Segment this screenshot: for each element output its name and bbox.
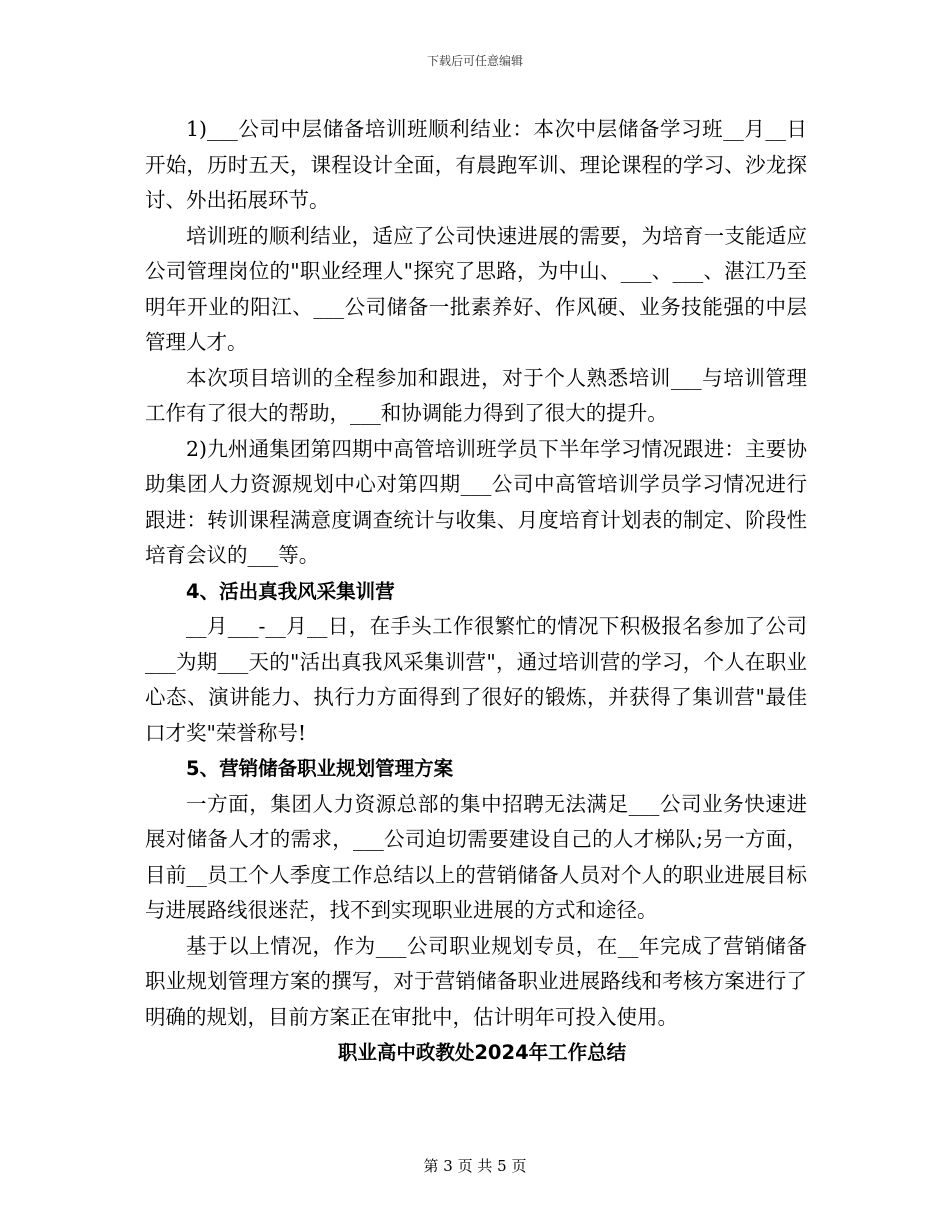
paragraph-personal-benefit: 本次项目培训的全程参加和跟进，对于个人熟悉培训___与培训管理工作有了很大的帮助，___和协调能力得到了很大的提升。 xyxy=(145,365,807,425)
page-number-footer: 第 3 页 共 5 页 xyxy=(423,1157,527,1175)
next-document-title: 职业高中政教处2024年工作总结 xyxy=(337,1041,627,1064)
paragraph-camp: __月___-__月__日，在手头工作很繁忙的情况下积极报名参加了公司___为期___天的"活出真我风采集训营"，通过培训营的学习，个人在职业心态、演讲能力、执行力方面得到了很好的锻炼，并获得了集训营"最佳口才奖"荣誉称号! xyxy=(145,614,807,745)
paragraph-group-followup: 2)九州通集团第四期中高管培训班学员下半年学习情况跟进：主要协助集团人力资源规划中心对第四期___公司中高管培训学员学习情况进行跟进：转训课程满意度调查统计与收集、月度培育计划表的制定、阶段性培育会议的___等。 xyxy=(145,436,807,567)
paragraph-career-plan-result: 基于以上情况，作为___公司职业规划专员，在__年完成了营销储备职业规划管理方案的撰写，对于营销储备职业进展路线和考核方案进行了明确的规划，目前方案正在审批中，估计明年可投入使用。 xyxy=(145,933,807,1029)
page-header: 下载后可任意编辑 xyxy=(426,54,523,68)
paragraph-training-class-completion: 1)___公司中层储备培训班顺利结业：本次中层储备学习班__月__日开始，历时五天，课程设计全面，有晨跑军训、理论课程的学习、沙龙探讨、外出拓展环节。 xyxy=(145,117,807,212)
document-body xyxy=(145,112,807,1071)
section-heading-5: 5、营销储备职业规划管理方案 xyxy=(186,757,454,780)
paragraph-training-class-significance: 培训班的顺利结业，适应了公司快速进展的需要，为培育一支能适应公司管理岗位的"职业经理人"探究了思路，为中山、___、___、湛江乃至明年开业的阳江、___公司储备一批素养好、作风硬、业务技能强的中层管理人才。 xyxy=(145,223,807,354)
section-heading-4: 4、活出真我风采集训营 xyxy=(186,579,395,603)
paragraph-career-plan-background: 一方面，集团人力资源总部的集中招聘无法满足___公司业务快速进展对储备人才的需求，___公司迫切需要建设自己的人才梯队;另一方面，目前__员工个人季度工作总结以上的营销储备人员对个人的职业进展目标与进展路线很迷茫，找不到实现职业进展的方式和途径。 xyxy=(145,791,807,922)
